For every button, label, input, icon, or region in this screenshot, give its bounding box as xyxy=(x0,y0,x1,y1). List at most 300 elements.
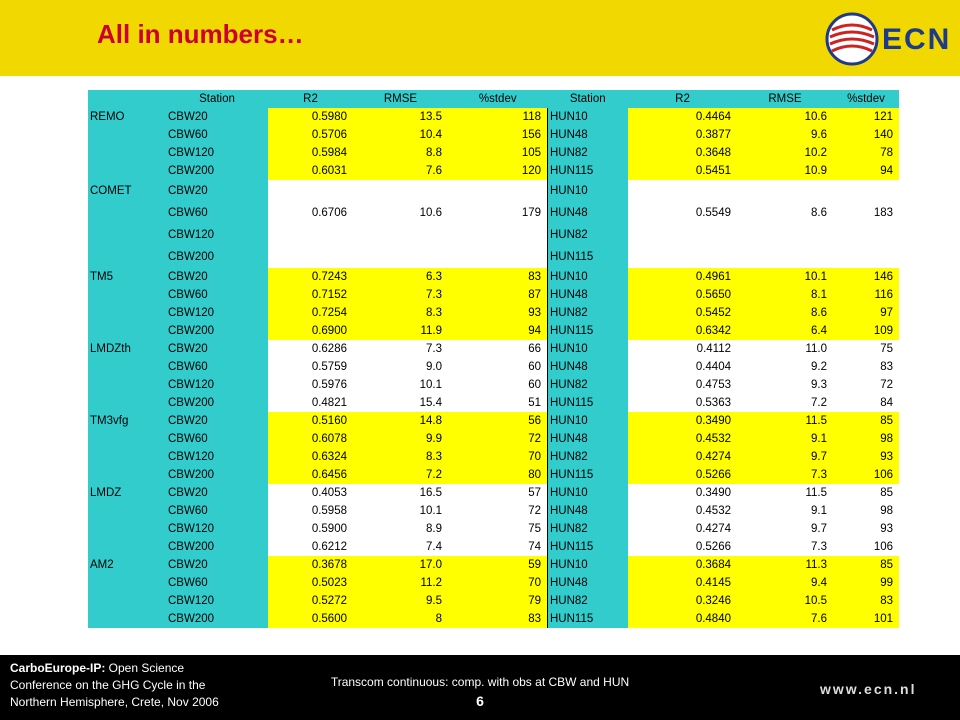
value-cell: 0.3678 xyxy=(268,556,353,574)
value-cell: 7.3 xyxy=(353,286,448,304)
value-cell: 11.5 xyxy=(737,484,833,502)
station-cell: HUN10 xyxy=(548,268,629,286)
value-cell: 0.4274 xyxy=(628,520,737,538)
value-cell: 66 xyxy=(448,340,548,358)
station-cell: CBW20 xyxy=(166,484,268,502)
value-cell: 94 xyxy=(833,162,899,180)
column-header: %stdev xyxy=(833,90,899,108)
value-cell: 0.5650 xyxy=(628,286,737,304)
model-cell: LMDZ xyxy=(88,484,166,502)
station-cell: CBW120 xyxy=(166,376,268,394)
station-cell: CBW120 xyxy=(166,224,268,246)
station-cell: CBW200 xyxy=(166,322,268,340)
station-cell: CBW20 xyxy=(166,556,268,574)
station-cell: CBW200 xyxy=(166,162,268,180)
value-cell: 13.5 xyxy=(353,108,448,126)
value-cell: 10.9 xyxy=(737,162,833,180)
station-cell: HUN48 xyxy=(548,126,629,144)
table-row xyxy=(88,340,899,358)
station-cell: HUN115 xyxy=(548,538,629,556)
value-cell: 0.4532 xyxy=(628,430,737,448)
table-row xyxy=(88,224,899,246)
station-cell: CBW20 xyxy=(166,340,268,358)
value-cell: 0.4404 xyxy=(628,358,737,376)
value-cell: 0.3490 xyxy=(628,412,737,430)
value-cell: 121 xyxy=(833,108,899,126)
station-cell: HUN10 xyxy=(548,412,629,430)
table-row xyxy=(88,246,899,268)
model-cell: COMET xyxy=(88,180,166,202)
value-cell: 83 xyxy=(833,358,899,376)
value-cell: 0.3684 xyxy=(628,556,737,574)
model-cell xyxy=(88,126,166,144)
model-cell: TM5 xyxy=(88,268,166,286)
station-cell: CBW120 xyxy=(166,144,268,162)
value-cell: 98 xyxy=(833,502,899,520)
model-cell xyxy=(88,520,166,538)
station-cell: HUN82 xyxy=(548,592,629,610)
value-cell: 70 xyxy=(448,574,548,592)
value-cell: 118 xyxy=(448,108,548,126)
column-header: %stdev xyxy=(448,90,548,108)
value-cell: 8.1 xyxy=(737,286,833,304)
value-cell: 56 xyxy=(448,412,548,430)
value-cell: 140 xyxy=(833,126,899,144)
table-row xyxy=(88,430,899,448)
value-cell: 74 xyxy=(448,538,548,556)
value-cell: 11.2 xyxy=(353,574,448,592)
value-cell: 0.4145 xyxy=(628,574,737,592)
table-row xyxy=(88,538,899,556)
value-cell: 85 xyxy=(833,484,899,502)
value-cell: 0.4532 xyxy=(628,502,737,520)
table-row xyxy=(88,502,899,520)
model-cell: AM2 xyxy=(88,556,166,574)
value-cell: 72 xyxy=(448,502,548,520)
value-cell xyxy=(448,224,548,246)
value-cell: 85 xyxy=(833,412,899,430)
value-cell: 156 xyxy=(448,126,548,144)
station-cell: HUN82 xyxy=(548,224,629,246)
value-cell: 0.7243 xyxy=(268,268,353,286)
value-cell xyxy=(833,246,899,268)
value-cell: 97 xyxy=(833,304,899,322)
value-cell: 0.6031 xyxy=(268,162,353,180)
station-cell: HUN48 xyxy=(548,574,629,592)
table-row xyxy=(88,304,899,322)
value-cell: 0.5452 xyxy=(628,304,737,322)
value-cell: 0.5958 xyxy=(268,502,353,520)
table-row xyxy=(88,322,899,340)
value-cell: 98 xyxy=(833,430,899,448)
value-cell: 10.6 xyxy=(353,202,448,224)
value-cell: 0.5160 xyxy=(268,412,353,430)
value-cell: 7.6 xyxy=(353,162,448,180)
value-cell xyxy=(737,224,833,246)
value-cell: 106 xyxy=(833,538,899,556)
value-cell: 109 xyxy=(833,322,899,340)
value-cell: 0.4274 xyxy=(628,448,737,466)
value-cell: 0.5980 xyxy=(268,108,353,126)
table-row xyxy=(88,466,899,484)
value-cell xyxy=(737,246,833,268)
station-cell: HUN82 xyxy=(548,376,629,394)
station-cell: CBW20 xyxy=(166,268,268,286)
value-cell: 10.1 xyxy=(353,376,448,394)
value-cell: 0.3246 xyxy=(628,592,737,610)
value-cell: 0.4053 xyxy=(268,484,353,502)
value-cell: 0.6706 xyxy=(268,202,353,224)
value-cell: 0.5266 xyxy=(628,538,737,556)
station-cell: CBW200 xyxy=(166,394,268,412)
table-row xyxy=(88,574,899,592)
svg-text:ECN: ECN xyxy=(882,23,952,56)
station-cell: CBW120 xyxy=(166,448,268,466)
value-cell: 59 xyxy=(448,556,548,574)
value-cell xyxy=(353,180,448,202)
value-cell: 0.5706 xyxy=(268,126,353,144)
model-cell xyxy=(88,202,166,224)
table-row xyxy=(88,202,899,224)
value-cell: 146 xyxy=(833,268,899,286)
model-cell xyxy=(88,466,166,484)
value-cell: 93 xyxy=(833,448,899,466)
table-row xyxy=(88,556,899,574)
model-cell xyxy=(88,610,166,628)
value-cell: 9.6 xyxy=(737,126,833,144)
station-cell: HUN48 xyxy=(548,430,629,448)
station-cell: HUN82 xyxy=(548,144,629,162)
value-cell: 83 xyxy=(448,610,548,628)
table-row xyxy=(88,358,899,376)
station-cell: HUN115 xyxy=(548,246,629,268)
value-cell: 9.3 xyxy=(737,376,833,394)
value-cell: 70 xyxy=(448,448,548,466)
conference-name-rest: Open Science xyxy=(105,661,185,675)
value-cell: 0.4464 xyxy=(628,108,737,126)
value-cell xyxy=(268,246,353,268)
value-cell: 14.8 xyxy=(353,412,448,430)
value-cell: 75 xyxy=(833,340,899,358)
value-cell: 0.5023 xyxy=(268,574,353,592)
table-row xyxy=(88,286,899,304)
model-cell xyxy=(88,430,166,448)
station-cell: CBW60 xyxy=(166,286,268,304)
station-cell: HUN10 xyxy=(548,556,629,574)
value-cell: 83 xyxy=(833,592,899,610)
value-cell: 106 xyxy=(833,466,899,484)
value-cell: 8.3 xyxy=(353,304,448,322)
column-header: R2 xyxy=(628,90,737,108)
value-cell: 0.5266 xyxy=(628,466,737,484)
model-cell xyxy=(88,358,166,376)
station-cell: HUN82 xyxy=(548,520,629,538)
value-cell: 15.4 xyxy=(353,394,448,412)
table-row xyxy=(88,592,899,610)
value-cell: 9.0 xyxy=(353,358,448,376)
station-cell: CBW60 xyxy=(166,502,268,520)
value-cell: 9.5 xyxy=(353,592,448,610)
table-row xyxy=(88,484,899,502)
model-cell xyxy=(88,394,166,412)
value-cell: 17.0 xyxy=(353,556,448,574)
model-cell xyxy=(88,162,166,180)
value-cell: 0.6286 xyxy=(268,340,353,358)
model-cell xyxy=(88,574,166,592)
model-cell xyxy=(88,322,166,340)
value-cell: 0.6324 xyxy=(268,448,353,466)
station-cell: CBW20 xyxy=(166,180,268,202)
station-cell: CBW200 xyxy=(166,466,268,484)
table-row xyxy=(88,180,899,202)
column-header: Station xyxy=(548,90,629,108)
value-cell: 0.6342 xyxy=(628,322,737,340)
value-cell: 0.4821 xyxy=(268,394,353,412)
model-cell xyxy=(88,224,166,246)
value-cell: 8 xyxy=(353,610,448,628)
value-cell: 9.1 xyxy=(737,502,833,520)
value-cell: 7.3 xyxy=(737,466,833,484)
value-cell: 11.3 xyxy=(737,556,833,574)
value-cell xyxy=(737,180,833,202)
table-row xyxy=(88,448,899,466)
value-cell: 0.3648 xyxy=(628,144,737,162)
value-cell xyxy=(833,224,899,246)
value-cell: 8.6 xyxy=(737,202,833,224)
model-cell xyxy=(88,286,166,304)
value-cell xyxy=(353,246,448,268)
value-cell: 0.6900 xyxy=(268,322,353,340)
results-table xyxy=(88,90,899,628)
ecn-logo xyxy=(822,6,958,72)
slide-title: All in numbers… xyxy=(97,19,304,49)
value-cell: 9.7 xyxy=(737,520,833,538)
value-cell: 0.5272 xyxy=(268,592,353,610)
station-cell: HUN115 xyxy=(548,466,629,484)
value-cell: 0.5900 xyxy=(268,520,353,538)
station-cell: CBW20 xyxy=(166,412,268,430)
value-cell: 9.9 xyxy=(353,430,448,448)
station-cell: HUN115 xyxy=(548,610,629,628)
table-row xyxy=(88,268,899,286)
station-cell: HUN115 xyxy=(548,322,629,340)
value-cell: 0.7152 xyxy=(268,286,353,304)
table-row xyxy=(88,162,899,180)
value-cell: 6.4 xyxy=(737,322,833,340)
table-row xyxy=(88,376,899,394)
station-cell: HUN48 xyxy=(548,202,629,224)
value-cell: 105 xyxy=(448,144,548,162)
value-cell: 84 xyxy=(833,394,899,412)
station-cell: HUN115 xyxy=(548,162,629,180)
station-cell: CBW60 xyxy=(166,574,268,592)
value-cell: 75 xyxy=(448,520,548,538)
value-cell: 120 xyxy=(448,162,548,180)
value-cell: 11.5 xyxy=(737,412,833,430)
value-cell: 7.6 xyxy=(737,610,833,628)
model-cell xyxy=(88,502,166,520)
column-header: RMSE xyxy=(737,90,833,108)
table-header-row xyxy=(88,90,899,108)
value-cell: 0.5759 xyxy=(268,358,353,376)
station-cell: CBW200 xyxy=(166,246,268,268)
value-cell: 10.4 xyxy=(353,126,448,144)
value-cell xyxy=(628,246,737,268)
value-cell: 0.3490 xyxy=(628,484,737,502)
value-cell: 51 xyxy=(448,394,548,412)
value-cell: 7.4 xyxy=(353,538,448,556)
value-cell: 60 xyxy=(448,376,548,394)
value-cell: 0.6212 xyxy=(268,538,353,556)
station-cell: CBW60 xyxy=(166,202,268,224)
model-cell xyxy=(88,448,166,466)
value-cell: 8.6 xyxy=(737,304,833,322)
table-row xyxy=(88,520,899,538)
model-cell xyxy=(88,376,166,394)
value-cell xyxy=(268,180,353,202)
model-cell: REMO xyxy=(88,108,166,126)
station-cell: CBW20 xyxy=(166,108,268,126)
value-cell: 116 xyxy=(833,286,899,304)
value-cell: 9.2 xyxy=(737,358,833,376)
value-cell: 60 xyxy=(448,358,548,376)
value-cell: 0.5549 xyxy=(628,202,737,224)
conference-name: CarboEurope-IP: xyxy=(10,661,106,675)
model-cell: TM3vfg xyxy=(88,412,166,430)
value-cell: 0.5363 xyxy=(628,394,737,412)
value-cell: 10.6 xyxy=(737,108,833,126)
value-cell: 6.3 xyxy=(353,268,448,286)
table-row xyxy=(88,610,899,628)
value-cell: 179 xyxy=(448,202,548,224)
value-cell: 10.2 xyxy=(737,144,833,162)
value-cell: 0.4840 xyxy=(628,610,737,628)
column-header: Station xyxy=(166,90,268,108)
value-cell: 0.5600 xyxy=(268,610,353,628)
footer-bar xyxy=(0,655,960,720)
value-cell: 7.2 xyxy=(353,466,448,484)
value-cell: 85 xyxy=(833,556,899,574)
footer-subtitle: Transcom continuous: comp. with obs at CBW and HUN xyxy=(330,675,630,689)
station-cell: CBW120 xyxy=(166,304,268,322)
table-row xyxy=(88,412,899,430)
value-cell: 8.3 xyxy=(353,448,448,466)
value-cell: 80 xyxy=(448,466,548,484)
station-cell: HUN10 xyxy=(548,484,629,502)
station-cell: CBW60 xyxy=(166,430,268,448)
model-cell xyxy=(88,304,166,322)
table-row xyxy=(88,126,899,144)
station-cell: HUN10 xyxy=(548,108,629,126)
value-cell: 87 xyxy=(448,286,548,304)
website-url: www.ecn.nl xyxy=(820,681,917,697)
value-cell xyxy=(833,180,899,202)
station-cell: CBW60 xyxy=(166,358,268,376)
value-cell: 8.8 xyxy=(353,144,448,162)
column-header: R2 xyxy=(268,90,353,108)
station-cell: CBW120 xyxy=(166,592,268,610)
value-cell: 8.9 xyxy=(353,520,448,538)
value-cell: 72 xyxy=(833,376,899,394)
value-cell: 7.3 xyxy=(353,340,448,358)
value-cell: 0.7254 xyxy=(268,304,353,322)
model-cell xyxy=(88,592,166,610)
conference-info xyxy=(10,660,270,711)
conference-line-3: Northern Hemisphere, Crete, Nov 2006 xyxy=(10,695,219,709)
station-cell: HUN10 xyxy=(548,180,629,202)
value-cell: 78 xyxy=(833,144,899,162)
value-cell: 10.1 xyxy=(737,268,833,286)
station-cell: CBW200 xyxy=(166,610,268,628)
table-row xyxy=(88,108,899,126)
conference-line-2: Conference on the GHG Cycle in the xyxy=(10,678,206,692)
value-cell: 7.3 xyxy=(737,538,833,556)
table-row xyxy=(88,144,899,162)
model-cell xyxy=(88,246,166,268)
value-cell: 0.3877 xyxy=(628,126,737,144)
station-cell: HUN48 xyxy=(548,358,629,376)
station-cell: CBW120 xyxy=(166,520,268,538)
value-cell: 183 xyxy=(833,202,899,224)
value-cell xyxy=(628,224,737,246)
station-cell: CBW200 xyxy=(166,538,268,556)
value-cell: 9.7 xyxy=(737,448,833,466)
value-cell: 10.5 xyxy=(737,592,833,610)
value-cell: 93 xyxy=(448,304,548,322)
value-cell: 9.1 xyxy=(737,430,833,448)
column-header: RMSE xyxy=(353,90,448,108)
value-cell: 0.6078 xyxy=(268,430,353,448)
value-cell xyxy=(448,246,548,268)
station-cell: HUN10 xyxy=(548,340,629,358)
value-cell: 10.1 xyxy=(353,502,448,520)
table-row xyxy=(88,394,899,412)
value-cell xyxy=(353,224,448,246)
value-cell: 16.5 xyxy=(353,484,448,502)
value-cell: 0.4753 xyxy=(628,376,737,394)
station-cell: HUN48 xyxy=(548,286,629,304)
value-cell: 101 xyxy=(833,610,899,628)
value-cell: 0.4961 xyxy=(628,268,737,286)
value-cell: 11.9 xyxy=(353,322,448,340)
value-cell: 0.5451 xyxy=(628,162,737,180)
value-cell xyxy=(268,224,353,246)
value-cell: 57 xyxy=(448,484,548,502)
value-cell: 83 xyxy=(448,268,548,286)
value-cell: 93 xyxy=(833,520,899,538)
value-cell: 79 xyxy=(448,592,548,610)
value-cell: 9.4 xyxy=(737,574,833,592)
value-cell: 94 xyxy=(448,322,548,340)
value-cell: 11.0 xyxy=(737,340,833,358)
value-cell: 72 xyxy=(448,430,548,448)
value-cell: 0.6456 xyxy=(268,466,353,484)
value-cell: 7.2 xyxy=(737,394,833,412)
value-cell: 0.5984 xyxy=(268,144,353,162)
model-cell xyxy=(88,144,166,162)
station-cell: CBW60 xyxy=(166,126,268,144)
station-cell: HUN82 xyxy=(548,304,629,322)
column-header xyxy=(88,90,166,108)
value-cell xyxy=(448,180,548,202)
value-cell: 99 xyxy=(833,574,899,592)
station-cell: HUN82 xyxy=(548,448,629,466)
station-cell: HUN48 xyxy=(548,502,629,520)
value-cell xyxy=(628,180,737,202)
model-cell: LMDZth xyxy=(88,340,166,358)
value-cell: 0.5976 xyxy=(268,376,353,394)
page-number: 6 xyxy=(476,693,484,709)
